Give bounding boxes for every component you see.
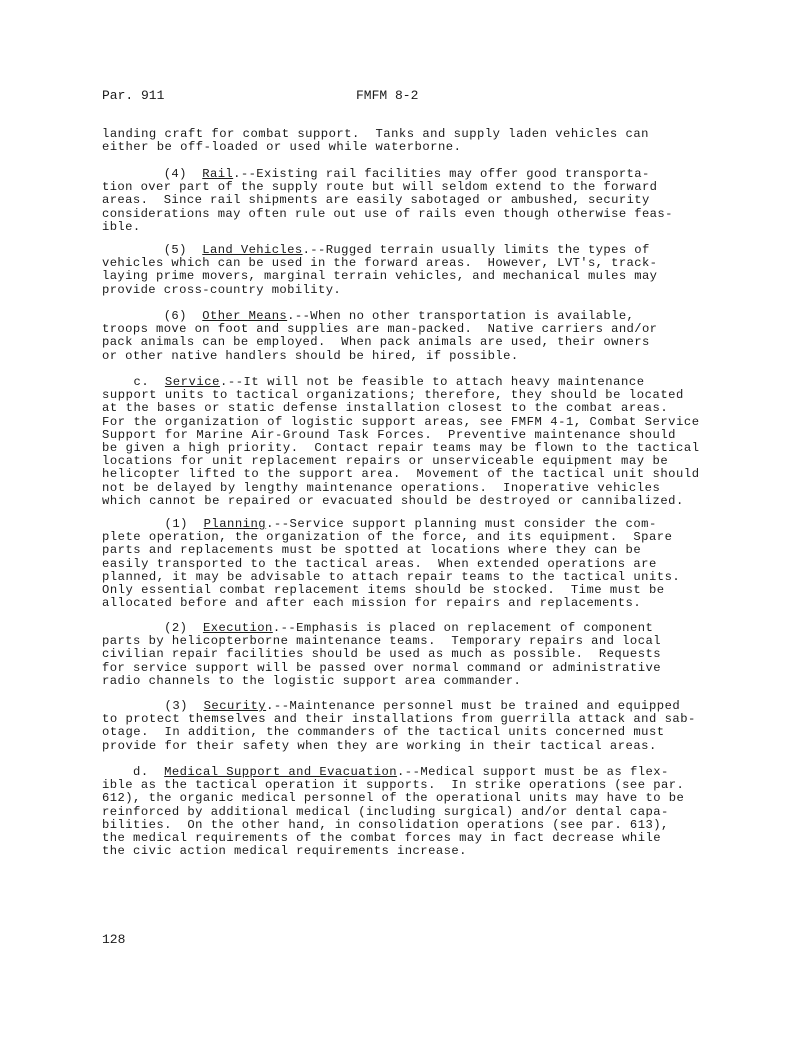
paragraph-title: Medical Support and Evacuation — [164, 765, 398, 779]
page-number: 128 — [102, 932, 126, 947]
paragraph-title: Rail — [202, 167, 234, 181]
paragraph-service — [102, 376, 702, 508]
text-line: locations for unit replacement repairs or unserviceable equipment may be — [102, 454, 669, 469]
paragraph-prefix: (5) — [102, 243, 203, 257]
paragraph-lead: .--It will not be feasible to attach heavy maintenance — [219, 375, 645, 389]
paragraph-lead: .--When no other transportation is available, — [287, 309, 635, 323]
text-line: reinforced by additional medical (including surgical) and/or dental capa- — [102, 804, 669, 819]
text-line: allocated before and after each mission for repairs and replacements. — [102, 596, 642, 611]
paragraph-prefix: (3) — [102, 699, 204, 713]
text-line: vehicles which can be used in the forward areas. However, LVT's, track- — [102, 256, 658, 271]
paragraph-lead: .--Existing rail facilities may offer good transporta- — [233, 167, 650, 181]
text-line: support units to tactical organizations; therefore, they should be located — [102, 388, 684, 403]
paragraph-title: Service — [164, 375, 220, 389]
paragraph-lead: .--Medical support must be as flex- — [397, 765, 669, 779]
text-line: 612), the organic medical personnel of the operational units may have to be — [102, 791, 685, 806]
paragraph-medical-support — [102, 766, 702, 858]
text-line: Only essential combat replacement items should be stocked. Time must be — [102, 583, 665, 598]
text-line: the medical requirements of the combat forces may in fact decrease while — [102, 831, 661, 846]
text-line: be given a high priority. Contact repair teams may be flown to the tactical — [102, 441, 700, 456]
text-line: troops move on foot and supplies are man-packed. Native carriers and/or — [102, 322, 658, 337]
document-id: FMFM 8-2 — [356, 88, 419, 103]
paragraph-lead: .--Maintenance personnel must be trained and equipped — [266, 699, 681, 713]
text-line: civilian repair facilities should be used as much as possible. Requests — [102, 647, 661, 662]
paragraph-security — [102, 700, 702, 753]
text-line: Support for Marine Air-Ground Task Forces. Preventive maintenance should — [102, 427, 677, 442]
paragraph-rail — [102, 168, 702, 234]
text-line: laying prime movers, marginal terrain vehicles, and mechanical mules may — [102, 269, 658, 284]
text-line: ible as the tactical operation it supports. In strike operations (see par. — [102, 778, 685, 793]
text-line: or other native handlers should be hired, if possible. — [102, 348, 519, 363]
text-line: helicopter lifted to the support area. Movement of the tactical unit should — [102, 467, 700, 482]
text-line: parts and replacements must be spotted at locations where they can be — [102, 543, 642, 558]
paragraph-other-means — [102, 310, 702, 363]
text-line: which cannot be repaired or evacuated should be destroyed or cannibalized. — [102, 493, 684, 508]
text-line: areas. Since rail shipments are easily sabotaged or ambushed, security — [102, 193, 650, 208]
paragraph-lead: .--Rugged terrain usually limits the types of — [302, 243, 650, 257]
text-line: either be off-loaded or used while waterborne. — [102, 140, 462, 155]
text-line: For the organization of logistic support areas, see FMFM 4-1, Combat Service — [102, 414, 700, 429]
paragraph-title: Planning — [203, 517, 267, 531]
text-line: at the bases or static defense installation closest to the combat areas. — [102, 401, 669, 416]
text-line: to protect themselves and their installations from guerrilla attack and sab- — [102, 712, 696, 727]
text-line: otage. In addition, the commanders of the tactical units concerned must — [102, 725, 665, 740]
text-line: the civic action medical requirements increase. — [102, 844, 467, 859]
paragraph-lead: .--Service support planning must consider the com- — [266, 517, 657, 531]
paragraph-title: Execution — [202, 621, 273, 635]
text-line: planned, it may be advisable to attach repair teams to the tactical units. — [102, 569, 681, 584]
text-line: provide for their safety when they are working in their tactical areas. — [102, 738, 657, 753]
paragraph-prefix: (1) — [102, 517, 204, 531]
paragraph-prefix: (6) — [102, 309, 203, 323]
paragraph-prefix: c. — [102, 375, 165, 389]
paragraph-execution — [102, 622, 702, 688]
text-line: for service support will be passed over normal command or administrative — [102, 660, 661, 675]
text-line: pack animals can be employed. When pack animals are used, their owners — [102, 335, 650, 350]
text-line: tion over part of the supply route but will seldom extend to the forward — [102, 180, 658, 195]
text-line: easily transported to the tactical areas. When extended operations are — [102, 556, 657, 571]
text-line: plete operation, the organization of the force, and its equipment. Spare — [102, 530, 673, 545]
text-line: not be delayed by lengthy maintenance operations. Inoperative vehicles — [102, 480, 661, 495]
paragraph-reference: Par. 911 — [102, 88, 165, 103]
paragraph-lead: .--Emphasis is placed on replacement of component — [272, 621, 654, 635]
paragraph-prefix: (4) — [102, 167, 203, 181]
text-line: radio channels to the logistic support area commander. — [102, 673, 522, 688]
paragraph-land-vehicles — [102, 244, 702, 297]
paragraph-prefix: (2) — [102, 621, 203, 635]
text-line: parts by helicopterborne maintenance teams. Temporary repairs and local — [102, 634, 661, 649]
text-line: considerations may often rule out use of rails even though otherwise feas- — [102, 206, 673, 221]
text-line: bilities. On the other hand, in consolidation operations (see par. 613), — [102, 817, 669, 832]
paragraph-title: Security — [203, 699, 267, 713]
paragraph-prefix: d. — [102, 765, 165, 779]
text-line: landing craft for combat support. Tanks and supply laden vehicles can — [102, 127, 649, 141]
paragraph-landing-craft — [102, 128, 702, 154]
text-line: ible. — [102, 219, 141, 234]
paragraph-title: Land Vehicles — [202, 243, 303, 257]
paragraph-planning — [102, 518, 702, 610]
text-line: provide cross-country mobility. — [102, 282, 342, 297]
paragraph-title: Other Means — [202, 309, 288, 323]
